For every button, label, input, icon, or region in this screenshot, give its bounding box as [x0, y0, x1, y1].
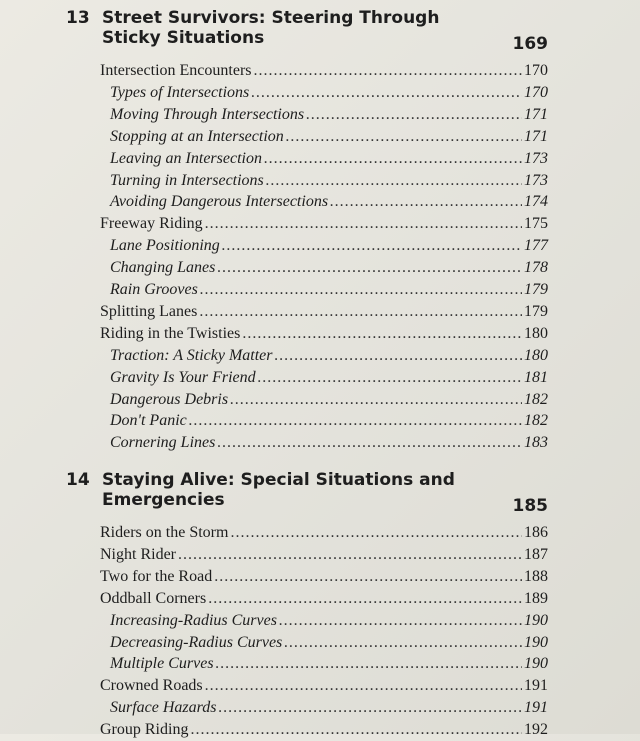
dot-leader — [178, 544, 522, 566]
dot-leader — [330, 191, 522, 213]
entry-label: Don't Panic — [110, 412, 187, 430]
entry-page-number: 181 — [524, 368, 548, 386]
entry-page-number: 190 — [524, 655, 548, 673]
dot-leader — [230, 389, 522, 411]
dot-leader — [189, 410, 522, 432]
dot-leader — [254, 60, 523, 82]
dot-leader — [217, 257, 522, 279]
chapter-page-number: 169 — [512, 34, 548, 54]
chapter-heading — [0, 8, 640, 68]
dot-leader — [242, 323, 522, 345]
toc-subentry[interactable] — [110, 82, 548, 104]
dot-leader — [219, 697, 522, 719]
entry-label: Moving Through Intersections — [110, 105, 305, 123]
toc-subentry[interactable] — [110, 257, 548, 279]
entry-page-number: 186 — [524, 524, 548, 541]
entry-page-number: 170 — [524, 83, 548, 101]
entry-label: Group Riding — [100, 721, 189, 739]
toc-subentry[interactable] — [110, 632, 548, 654]
chapter-heading — [0, 470, 640, 530]
entry-label: Crowned Roads — [100, 677, 203, 695]
entry-label: Two for the Road — [100, 567, 213, 585]
entry-label: Traction: A Sticky Matter — [110, 346, 273, 364]
dot-leader — [222, 235, 522, 257]
chapter-number: 13 — [66, 8, 90, 28]
toc-entry[interactable] — [100, 522, 548, 544]
entry-page-number: 171 — [524, 127, 548, 145]
entry-page-number: 174 — [524, 193, 548, 211]
entry-label: Intersection Encounters — [100, 62, 252, 79]
entry-page-number: 173 — [524, 171, 548, 189]
entry-label: Riding in the Twisties — [100, 324, 241, 342]
toc-subentry[interactable] — [110, 279, 548, 301]
chapter-title: Staying Alive: Special Situations and Emergencies — [102, 470, 455, 510]
entry-label: Rain Grooves — [110, 281, 198, 298]
entry-page-number: 177 — [524, 237, 548, 255]
entry-page-number: 188 — [524, 567, 548, 585]
toc-subentry[interactable] — [110, 104, 548, 126]
toc-subentry[interactable] — [110, 191, 548, 213]
entry-label: Stopping at an Intersection — [110, 127, 284, 145]
entry-page-number: 190 — [524, 611, 548, 629]
entry-label: Types of Intersections — [110, 83, 250, 101]
chapter-number: 14 — [66, 470, 90, 490]
dot-leader — [264, 148, 522, 170]
dot-leader — [208, 588, 522, 610]
entry-page-number: 182 — [524, 412, 548, 430]
toc-subentry[interactable] — [110, 148, 548, 170]
entry-page-number: 171 — [524, 105, 548, 123]
entry-label: Surface Hazards — [110, 699, 217, 717]
toc-subentry[interactable] — [110, 126, 548, 148]
entry-page-number: 187 — [524, 545, 548, 563]
entry-label: Avoiding Dangerous Intersections — [110, 193, 329, 211]
dot-leader — [230, 522, 522, 544]
entry-label: Decreasing-Radius Curves — [110, 633, 283, 651]
entry-page-number: 191 — [524, 699, 548, 717]
toc-subentry[interactable] — [110, 389, 548, 411]
entry-page-number: 191 — [524, 677, 548, 695]
entry-page-number: 183 — [524, 434, 548, 452]
dot-leader — [275, 345, 523, 367]
toc-subentry[interactable] — [110, 697, 548, 719]
toc-subentry[interactable] — [110, 610, 548, 632]
toc-entry[interactable] — [100, 566, 548, 588]
entry-page-number: 180 — [524, 346, 548, 364]
entry-page-number: 170 — [524, 62, 548, 79]
entry-page-number: 179 — [524, 281, 548, 298]
entry-label: Turning in Intersections — [110, 171, 264, 189]
entry-label: Oddball Corners — [100, 589, 207, 607]
chapter-title: Street Survivors: Steering Through Sticky Situations — [102, 8, 440, 48]
entry-page-number: 180 — [524, 324, 548, 342]
entry-label: Splitting Lanes — [100, 302, 198, 320]
toc-subentry[interactable] — [110, 410, 548, 432]
entry-label: Increasing-Radius Curves — [110, 611, 277, 629]
toc-entry[interactable] — [100, 588, 548, 610]
entry-label: Multiple Curves — [110, 655, 214, 673]
dot-leader — [251, 82, 522, 104]
entry-page-number: 192 — [524, 721, 548, 739]
entry-label: Night Rider — [100, 545, 176, 563]
chapter-14 — [0, 470, 640, 739]
toc-entry[interactable] — [100, 213, 548, 235]
toc-subentry[interactable] — [110, 170, 548, 192]
toc-subentry[interactable] — [110, 432, 548, 454]
entry-label: Riders on the Storm — [100, 524, 229, 541]
dot-leader — [190, 719, 522, 741]
toc-subentry[interactable] — [110, 653, 548, 675]
toc-subentry[interactable] — [110, 235, 548, 257]
toc-entry[interactable] — [100, 675, 548, 697]
toc-entry[interactable] — [100, 301, 548, 323]
dot-leader — [284, 632, 522, 654]
toc-subentry[interactable] — [110, 345, 548, 367]
dot-leader — [306, 104, 522, 126]
dot-leader — [258, 367, 522, 389]
toc-entry[interactable] — [100, 719, 548, 741]
entry-label: Gravity Is Your Friend — [110, 368, 256, 386]
dot-leader — [214, 566, 522, 588]
dot-leader — [205, 213, 522, 235]
toc-subentry[interactable] — [110, 367, 548, 389]
dot-leader — [266, 170, 522, 192]
entry-label: Cornering Lines — [110, 434, 216, 452]
entry-page-number: 175 — [524, 215, 548, 233]
entry-label: Leaving an Intersection — [110, 149, 262, 167]
entry-page-number: 173 — [524, 149, 548, 167]
toc-entry[interactable] — [100, 323, 548, 345]
toc-entry[interactable] — [100, 60, 548, 82]
entry-label: Dangerous Debris — [110, 390, 229, 408]
entry-page-number: 190 — [524, 633, 548, 651]
entry-page-number: 182 — [524, 390, 548, 408]
dot-leader — [200, 279, 522, 301]
chapter-page-number: 185 — [512, 496, 548, 516]
dot-leader — [199, 301, 522, 323]
entry-label: Freeway Riding — [100, 215, 203, 233]
dot-leader — [286, 126, 522, 148]
entry-page-number: 189 — [524, 589, 548, 607]
chapter-13 — [0, 8, 640, 452]
toc-entry[interactable] — [100, 544, 548, 566]
entry-label: Lane Positioning — [110, 237, 220, 255]
entry-page-number: 179 — [524, 302, 548, 320]
dot-leader — [217, 432, 522, 454]
dot-leader — [216, 653, 522, 675]
entry-label: Changing Lanes — [110, 259, 216, 277]
dot-leader — [279, 610, 522, 632]
entry-page-number: 178 — [524, 259, 548, 277]
dot-leader — [205, 675, 522, 697]
